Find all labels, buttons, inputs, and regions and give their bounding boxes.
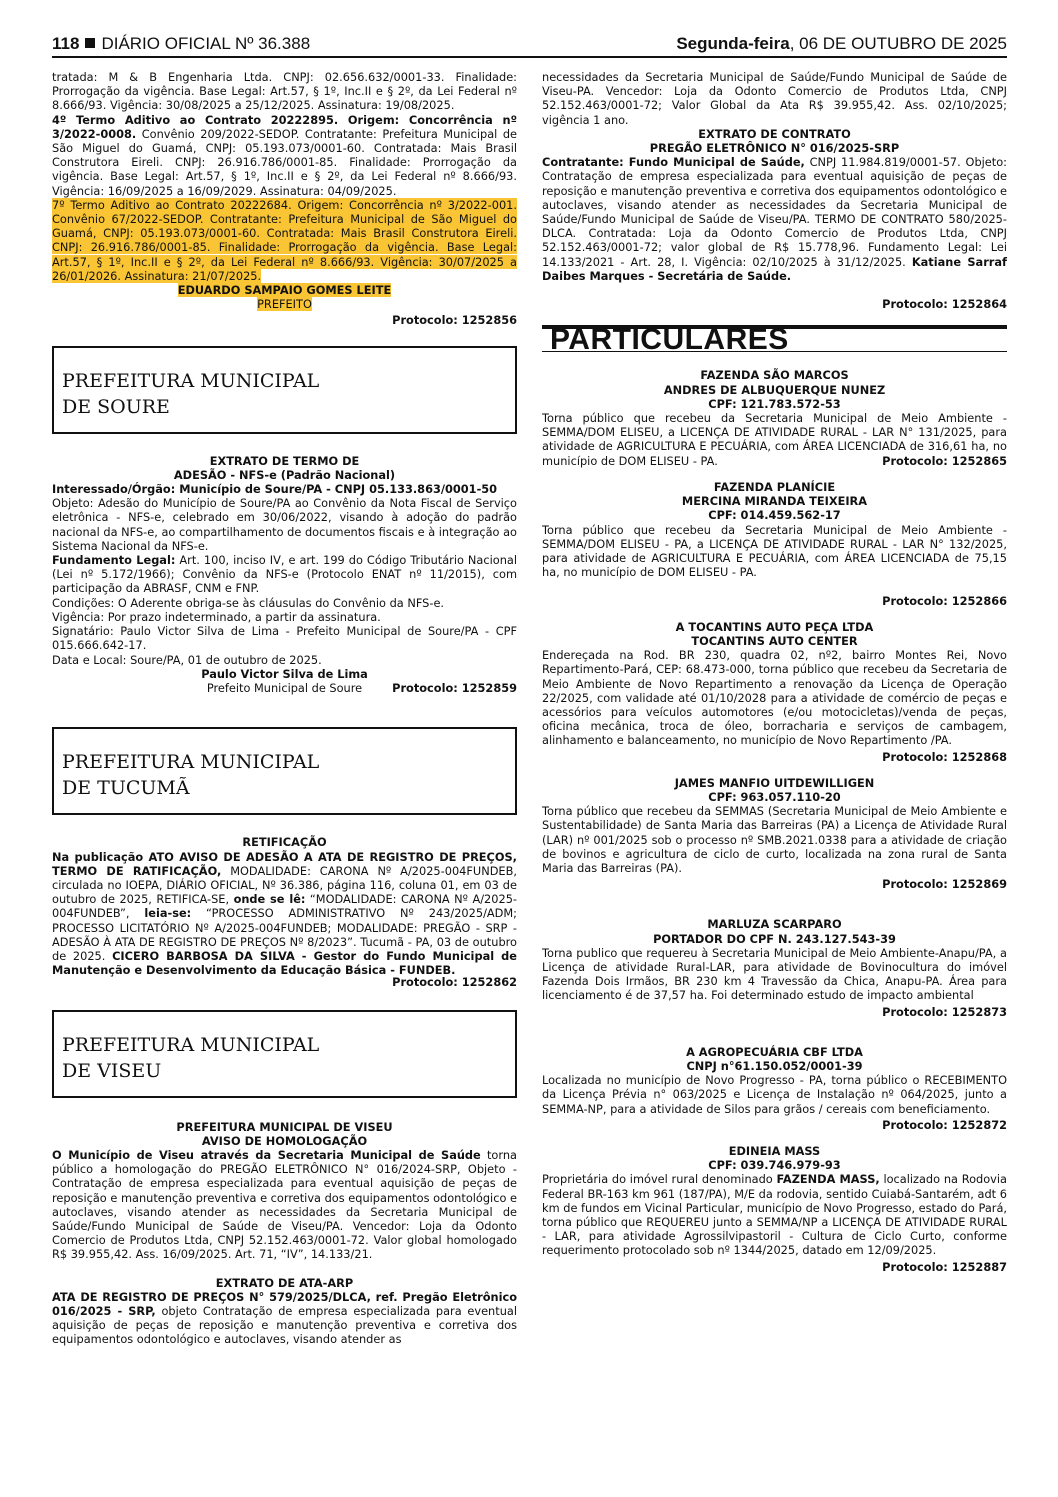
paragraph: [52, 553, 517, 596]
text: “MODALIDADE: CARONA Nº A/2025-004FUNDEB”,: [52, 892, 518, 921]
paragraph: Localizada no município de Novo Progresso - PA, torna público o RECEBIMENTO da Licença Prévia n° 063/2025 e Licença de Instalação nº 064/2025, junto a SEMMA-NP, para a atividade de Silos para grãos / cereais com beneficiamento.: [542, 1073, 1007, 1116]
signature-role: [52, 297, 517, 311]
protocol-number: Protocolo: 1252865: [882, 453, 1007, 468]
text: MODALIDADE: CARONA Nº A/2025-004FUNDEB, circulada no IOEPA, DIÁRIO OFICIAL, Nº 36.386, página 116, coluna 01, em 03 de outubro de 2025, RETIFICA-SE,: [52, 863, 517, 907]
text: torna público a homologação do PREGÃO ELETRÔNICO N° 016/2024-SRP, Objeto - Contratação de empresa especializada para eventual aquisição de peças de reposição e manutenção preventiva e corretiva dos equipamentos odontológico e autoclaves, visando atender as necessidades da Secretaria Municipal de Saúde/Fundo Municipal de Saúde de Viseu/PA. Vencedor: Loja da Odonto Comercio de Produtos Ltda, CNPJ 52.152.463/0001-72. Valor global homologado R$ 39.955,42. Ass. 16/09/2025. Art. 71, “IV”, 14.133/21.: [52, 1147, 517, 1262]
text: Proprietária do imóvel rural denominado: [542, 1172, 777, 1187]
section-heading: EXTRATO DE TERMO DE: [209, 453, 360, 468]
section-heading: ADESÃO - NFS-e (Padrão Nacional): [173, 467, 396, 482]
bold-text: onde se lê:: [233, 892, 306, 907]
paragraph: Data e Local: Soure/PA, 01 de outubro de 2025.: [52, 652, 322, 667]
highlighted-paragraph: [52, 198, 517, 283]
bold-text: ATA DE REGISTRO DE PREÇOS N° 579/2025/DLCA, ref. Pregão Eletrônico 016/2025 - SRP,: [52, 1289, 517, 1318]
bold-text: CICERO BARBOSA DA SILVA - Gestor do Fundo Municipal de Manutenção e Desenvolvimento da Educação Básica - FUNDEB.: [52, 948, 517, 978]
page-header: [52, 34, 1007, 58]
protocol-number: Protocolo: 1252864: [882, 297, 1007, 312]
text: Art. 100, inciso IV, e art. 199 do Código Tributário Nacional (Lei nº 5.172/1966); Convênio da NFS-e (Protocolo ENAT nº 11/2015), com participação da ABRASF, CNM e FNP.: [52, 553, 517, 596]
notice-title: ANDRES DE ALBUQUERQUE NUNEZ: [663, 382, 886, 397]
organ-title: DE TUCUMÃ: [62, 777, 190, 800]
paragraph: [52, 113, 517, 198]
left-column: [52, 70, 517, 1347]
text: objeto Contratação de empresa especializada para eventual aquisição de peças de reposição e manutenção preventiva e corretiva dos equipamentos odontológico e autoclaves, visando atender as: [52, 1303, 517, 1347]
notice-title: CPF: 121.783.572-53: [708, 396, 841, 411]
paragraph: [52, 1290, 517, 1347]
bold-text: FAZENDA MASS,: [776, 1172, 880, 1187]
notice-title: CPF: 039.746.979-93: [708, 1158, 841, 1173]
header-weekday: Segunda-feira: [676, 34, 790, 53]
notice-title: CNPJ n°61.150.052/0001-39: [686, 1058, 863, 1073]
organ-title: DE VISEU: [62, 1059, 162, 1082]
protocol-number: Protocolo: 1252873: [882, 1004, 1007, 1019]
organ-box-tucuma: [52, 727, 517, 815]
notice-title: EDINEIA MASS: [728, 1144, 821, 1158]
protocol-number: Protocolo: 1252872: [882, 1117, 1007, 1132]
notice-title: CPF: 963.057.110-20: [708, 789, 841, 804]
paragraph: Interessado/Órgão: Município de Soure/PA - CNPJ 05.133.863/0001-50: [52, 482, 498, 497]
section-heading: PREGÃO ELETRÔNICO N° 016/2025-SRP: [649, 141, 900, 156]
notice-title: PORTADOR DO CPF N. 243.127.543-39: [653, 931, 896, 946]
protocol-number: Protocolo: 1252866: [882, 593, 1007, 608]
notice-title: MARLUZA SCARPARO: [707, 917, 842, 932]
section-heading: PREFEITURA MUNICIPAL DE VISEU: [176, 1119, 393, 1134]
paragraph: Endereçada na Rod. BR 230, quadra 02, nº2, bairro Montes Rei, Novo Repartimento-Pará, CEP: 68.473-000, torna público que recebeu da Secretaria de Meio Ambiente de Novo Repartimento a renovação da Licença de Operação 22/2025, com validade até 01/10/2028 para a atividade de comércio de peças e acessórios para veículos automotores (e/ou motocicletas)/venda de peças, oficina mecânica, troca de óleo, borracharia e serviços de cambagem, alinhamento e balanceamento, no município de Novo Repartimento /PA.: [542, 648, 1007, 748]
paragraph: [542, 1172, 1007, 1257]
paragraph: Vigência: Por prazo indeterminado, a partir da assinatura.: [52, 609, 381, 624]
section-title: PARTICULARES: [550, 323, 789, 357]
bold-text: 4º Termo Aditivo ao Contrato 20222895. Origem: Concorrência nº 3/2022-0008.: [52, 112, 517, 141]
protocol-number: Protocolo: 1252862: [392, 975, 517, 990]
organ-title: DE SOURE: [62, 395, 170, 418]
paragraph: tratada: M & B Engenharia Ltda. CNPJ: 02.656.632/0001-33. Finalidade: Prorrogação da vigência. Base Legal: Art.57, § 1º, Inc.II e § 2º, da Lei Federal nº 8.666/93. Vigência: 30/08/2025 a 25/12/2025. Assinatura: 19/08/2025.: [52, 70, 517, 113]
paragraph: [52, 850, 517, 978]
particulares-section: [542, 323, 1007, 357]
bold-text: Na publicação ATO AVISO DE ADESÃO A ATA DE REGISTRO DE PREÇOS, TERMO DE RATIFICAÇÃO,: [52, 849, 517, 878]
text: CNPJ 11.984.819/0001-57. Objeto: Contratação de empresa especializada para eventual aquisição de peças de reposição e manutenção preventiva e corretiva dos equipamentos odontológico e autoclaves, visando atender as necessidades da Secretaria Municipal de Saúde/Fundo Municipal de Saúde de Viseu/PA. TERMO DE CONTRATO 580/2025-DLCA. Contratada: Loja da Odonto Comercio de Produtos Ltda, CNPJ 52.152.463/0001-72; valor global de R$ 15.778,96. Fundamento Legal: Lei 14.133/2021 - Art. 28, I. Vigência: 02/10/2025 à 31/12/2025.: [542, 155, 1008, 269]
bold-text: O Município de Viseu através da Secretaria Municipal de Saúde: [52, 1147, 481, 1162]
signature-name: [52, 283, 517, 297]
notice-title: JAMES MANFIO UITDEWILLIGEN: [674, 775, 875, 790]
notice-title: CPF: 014.459.562-17: [708, 508, 841, 523]
organ-box-soure: [52, 346, 517, 434]
notice-title: A AGROPECUÁRIA CBF LTDA: [686, 1044, 863, 1059]
protocol-number: Protocolo: 1252868: [882, 749, 1007, 764]
organ-title: PREFEITURA MUNICIPAL: [62, 751, 320, 774]
paragraph: Signatário: Paulo Victor Silva de Lima - Prefeito Municipal de Soure/PA - CPF 015.666.642-17.: [52, 624, 517, 653]
bold-text: Contratante: Fundo Municipal de Saúde,: [542, 155, 805, 170]
highlighted-text: EDUARDO SAMPAIO GOMES LEITE: [177, 283, 392, 298]
paragraph: Torna público que recebeu da SEMMAS (Secretaria Municipal de Meio Ambiente e Sustentabilidade) de Santa Maria das Barreiras (PA) a Licença de Atividade Rural (LAR) nº 001/2025 sob o processo nº SMB.2021.0338 para a atividade de criação de bovinos e agricultura de ciclo de curto, localizada na zona rural de Santa Maria das Barreiras (PA).: [542, 804, 1007, 875]
protocol-number: Protocolo: 1252887: [882, 1259, 1007, 1274]
paragraph: necessidades da Secretaria Municipal de Saúde/Fundo Municipal de Saúde de Viseu-PA. Vencedor: Loja da Odonto Comercio de Produtos Ltda, CNPJ 52.152.463/0001-72; Valor Global da Ata R$ 39.955,42. Ass. 02/10/2025; vigência 1 ano.: [542, 70, 1007, 127]
text: “PROCESSO ADMINISTRATIVO Nº 243/2025/ADM; PROCESSO LICITATÓRIO Nº A/2025-004FUNDEB; MODALIDADE: PREGÃO - SRP - ADESÃO À ATA DE REGISTRO DE PREÇOS Nº 8/2023”. Tucumã - PA, 03 de outubro de 2025.: [52, 906, 517, 963]
organ-title: PREFEITURA MUNICIPAL: [62, 1033, 320, 1056]
paragraph: Torna público que recebeu da Secretaria Municipal de Meio Ambiente - SEMMA/DOM ELISEU - PA, a LICENÇA DE ATIVIDADE RURAL - LAR N° 132/2025, para atividade de AGRICULTURA E PECUÁRIA, com ÁREA LICENCIADA de 75,15 ha, no município de DOM ELISEU - PA.: [542, 522, 1007, 580]
organ-title: PREFEITURA MUNICIPAL: [62, 369, 320, 392]
journal-title: DIÁRIO OFICIAL Nº 36.388: [101, 34, 311, 53]
paragraph: Torna público que recebeu da Secretaria Municipal de Meio Ambiente - SEMMA/DOM ELISEU, a LICENÇA DE ATIVIDADE RURAL - LAR N° 131/2025, para atividade de AGRICULTURA E PECUÁRIA, com ÁREA LICENCIADA de 316,61 ha, no município de DOM ELISEU - PA.: [542, 411, 1007, 468]
header-date: [676, 34, 1007, 54]
signature-role: Prefeito Municipal de Soure: [206, 680, 363, 695]
notice-title: FAZENDA PLANÍCIE: [713, 480, 836, 495]
protocol-number: Protocolo: 1252869: [882, 877, 1007, 892]
protocol-number: Protocolo: 1252856: [392, 313, 517, 328]
notice-title: A TOCANTINS AUTO PEÇA LTDA: [675, 619, 874, 634]
page-number: 118: [52, 34, 80, 53]
paragraph: Condições: O Aderente obriga-se às cláusulas do Convênio da NFS-e.: [52, 595, 445, 610]
text: Convênio 209/2022-SEDOP. Contratante: Prefeitura Municipal de São Miguel do Guamá, CNPJ: 05.193.073/0001-60. Contratada: Mais Brasil Construtora Eireli. CNPJ: 26.916.786/0001-85. Finalidade: Prorrogação da vigência. Base Legal: Art.57, § 1º, Inc.II e § 2º, da Lei Federal nº 8.666/93. Vigência: 16/09/2025 a 16/09/2029. Assinatura: 04/09/2025.: [52, 126, 517, 198]
section-heading: EXTRATO DE ATA-ARP: [215, 1275, 354, 1290]
signature-name: Paulo Victor Silva de Lima: [201, 666, 368, 681]
header-date-text: , 06 DE OUTUBRO DE 2025: [789, 34, 1007, 53]
highlighted-text: 7º Termo Aditivo ao Contrato 20222684. Origem: Concorrência nº 3/2022-001. Convênio 67/2022-SEDOP. Contratante: Prefeitura Municipal de São Miguel do Guamá, CNPJ: 05.193.073/0001-60. Contratada: Mais Brasil Construtora Eireli. CNPJ: 26.916.786/0001-85. Finalidade: Prorrogação da vigência. Base Legal: Art.57, § 1º, Inc.II e § 2º, da Lei Federal nº 8.666/93. Vigência: 30/07/2025 a 26/01/2026. Assinatura: 21/07/2025.: [52, 197, 517, 283]
bold-text: leia-se:: [144, 906, 192, 921]
notice-title: MERCINA MIRANDA TEIXEIRA: [681, 494, 868, 509]
highlighted-text: PREFEITO: [257, 297, 312, 312]
protocol-number: Protocolo: 1252859: [392, 681, 517, 696]
header-left: [52, 34, 310, 54]
paragraph: Torna publico que requereu à Secretaria Municipal de Meio Ambiente-Anapu/PA, a Licença de atividade Rural-LAR, para atividade de Bovinocultura do imóvel Fazenda Dois Irmãos, BR 230 km 4 Travessão da Chica, Anapu-PA. Área para licenciamento é de 37,57 ha. Foi determinado estudo de impacto ambiental: [542, 945, 1007, 1003]
section-heading: RETIFICAÇÃO: [242, 835, 327, 850]
section-heading: EXTRATO DE CONTRATO: [698, 126, 851, 141]
paragraph: [52, 1148, 517, 1262]
right-column: [542, 70, 1007, 1274]
text: localizado na Rodovia Federal BR-163 km 961 (187/PA), M/E da rodovia, sentido Cuiabá-Santarém, adt 6 km de fundos em Vicinal Particular, município de Novo Progresso, estado do Pará, torna público que REQUEREU junto a SEMMA/NP a LICENÇA DE ATIVIDADE RURAL - LAR, para atividade Agrossilvipastoril - Cultura de Ciclo Curto, conforme requerimento protocolado sob nº 1344/2025, datado em 12/09/2025.: [542, 1172, 1007, 1258]
square-bullet-icon: [85, 38, 95, 48]
organ-box-viseu: [52, 1010, 517, 1098]
bold-text: Fundamento Legal:: [52, 553, 176, 568]
paragraph: [542, 155, 1007, 283]
notice-title: TOCANTINS AUTO CENTER: [691, 633, 858, 648]
paragraph: Objeto: Adesão do Município de Soure/PA ao Convênio da Nota Fiscal de Serviço eletrônica - NFS-e, celebrado em 30/06/2022, visando à adoção do padrão nacional da NFS-e, ao compartilhamento de documentos fiscais e à integração ao Sistema Nacional da NFS-e.: [52, 496, 517, 553]
bold-text: Katiane Sarraf Daibes Marques - Secretária de Saúde.: [542, 254, 1007, 283]
notice-title: FAZENDA SÃO MARCOS: [700, 368, 849, 383]
section-heading: AVISO DE HOMOLOGAÇÃO: [201, 1133, 368, 1148]
